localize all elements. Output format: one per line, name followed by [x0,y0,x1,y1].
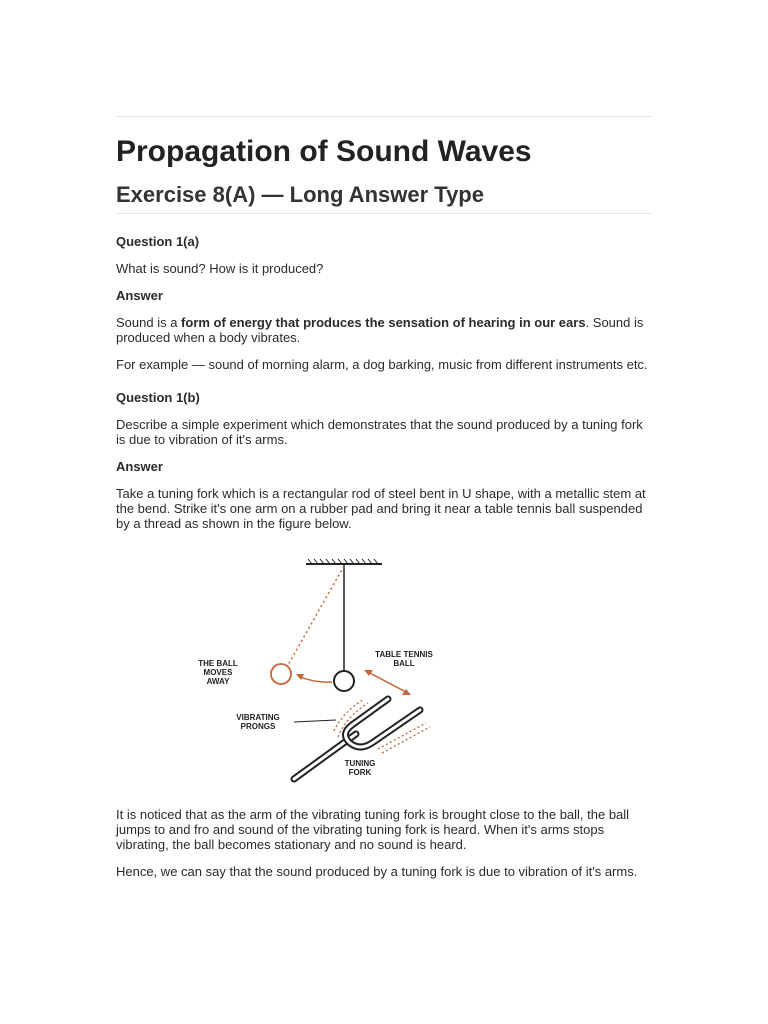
label-ball-moves-1: THE BALL [198,659,238,668]
label-vibrating-prongs-2: PRONGS [240,722,276,731]
question-1a-label: Question 1(a) [116,234,200,249]
oscillation-arrowhead-up [364,670,373,676]
oscillation-arrow [368,672,406,692]
answer-1a-text [116,315,652,345]
answer-1a-bold: form of energy that produces the sensation of hearing in our ears [181,315,586,330]
answer-1b-label: Answer [116,459,163,474]
label-tuning-fork-1: TUNING [344,759,376,768]
label-vibrating-prongs-1: VIBRATING [236,713,280,722]
displaced-ball [271,664,291,684]
answer-1a-pre: Sound is a [116,315,182,330]
label-table-tennis-1: TABLE TENNIS [375,650,433,659]
label-ball-moves-3: AWAY [206,677,230,686]
move-away-arrowhead [296,674,304,680]
table-tennis-ball [334,671,354,691]
question-1b-text: Describe a simple experiment which demonstrates that the sound produced by a tuning fork is due to vibration of it's arms. [116,417,643,447]
label-tuning-fork-2: FORK [348,768,372,777]
top-divider [116,116,652,117]
conclusion-paragraph-1: It is noticed that as the arm of the vibrating tuning fork is brought close to the ball, the ball jumps to and fro and sound of the vibrating tuning fork is heard. When it's arms stops vibrating, the ball becomes stationary and no sound is heard. [116,807,630,852]
tuning-fork-figure [116,553,652,793]
document-page [116,116,652,879]
answer-1a-post: . Sound is produced when a body vibrates. [116,315,644,345]
move-away-arrow [298,676,332,682]
displaced-thread [288,566,344,665]
page-title: Propagation of Sound Waves [116,135,532,168]
answer-1b-text: Take a tuning fork which is a rectangular rod of steel bent in U shape, with a metallic stem at the bend. Strike it's one arm on a rubber pad and bring it near a table tennis ball suspended by a thread as shown in the figure below. [116,486,646,531]
section-heading: Exercise 8(A) — Long Answer Type [116,181,652,214]
label-table-tennis-2: BALL [393,659,415,668]
answer-1a-example: For example — sound of morning alarm, a dog barking, music from different instruments etc. [116,357,648,372]
answer-1a-label: Answer [116,288,163,303]
label-ball-moves-2: MOVES [203,668,233,677]
question-1a-text: What is sound? How is it produced? [116,261,324,276]
prongs-pointer [294,720,336,722]
question-1b-label: Question 1(b) [116,390,200,405]
tuning-fork-diagram [116,553,652,793]
conclusion-paragraph-2: Hence, we can say that the sound produced by a tuning fork is due to vibration of it's arms. [116,864,638,879]
